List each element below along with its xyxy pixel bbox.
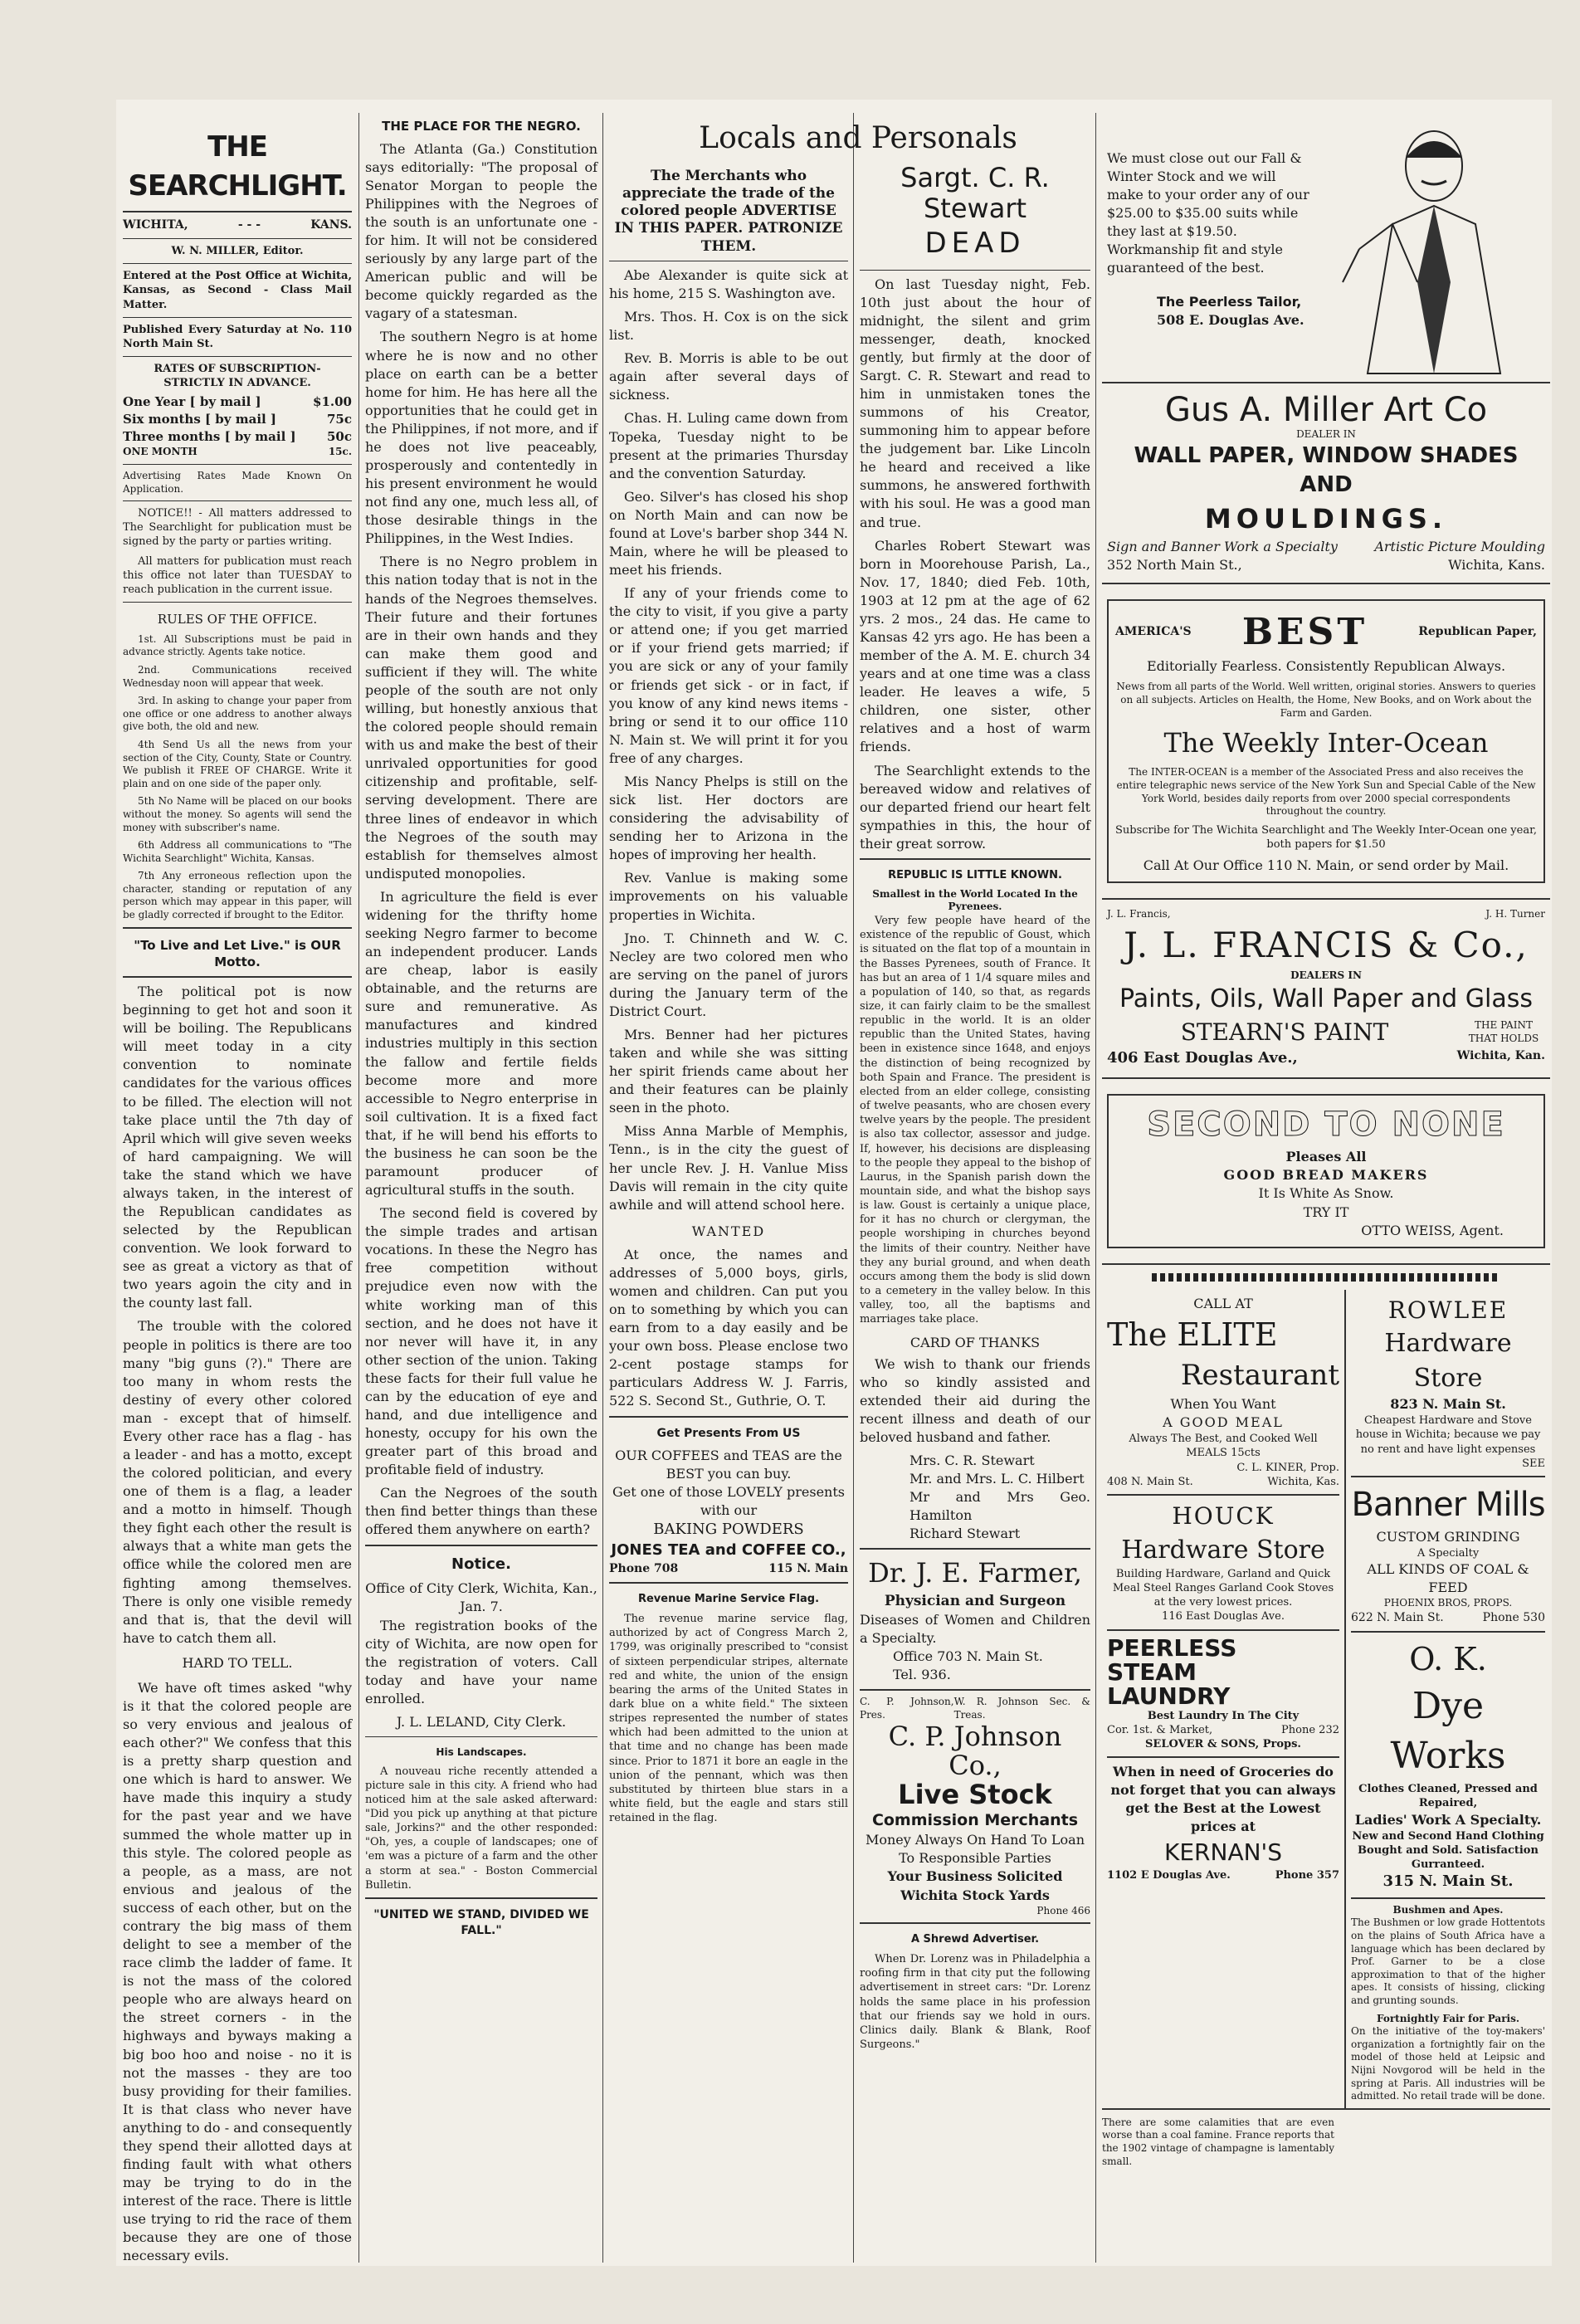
advertising-rates: Advertising Rates Made Known On Application. (123, 469, 352, 495)
thanks-signatures: Mrs. C. R. Stewart Mr. and Mrs. L. C. Hilbert Mr and Mrs Geo. Hamilton Richard Stewart (909, 1452, 1090, 1542)
jones-heading: Get Presents From US (656, 1426, 801, 1440)
rule-item: 4th Send Us all the news from your section of the City, County, State or Country. We publish it FREE OF CHARGE. Write it plain and on one side of the paper only. (123, 738, 352, 789)
local-item: Mrs. Benner had her pictures taken and while she was sitting her spirit friends came about her and their features can be plainly seen in the photo. (609, 1026, 848, 1116)
farmer-specialty: Diseases of Women and Children a Specialty. (860, 1612, 1090, 1647)
notice-signature: J. L. LELAND, City Clerk. (396, 1713, 567, 1730)
cp-loan: Money Always On Hand To Loan To Responsible Parties (865, 1832, 1085, 1867)
rule-item: 5th No Name will be placed on our books without the money. So agents will send the money with subscriber's name. (123, 795, 352, 833)
ornament-stripe (1152, 1273, 1500, 1282)
motto: "UNITED WE STAND, DIVIDED WE FALL." (373, 1907, 589, 1938)
local-item: Mis Nancy Phelps is still on the sick list. Her doctors are considering the advisability of sending her to Arizona in the hopes of improving her health. (609, 773, 848, 863)
article-heading: REPUBLIC IS LITTLE KNOWN. (888, 868, 1062, 881)
cp-heading: C. P. Johnson Co., (888, 1720, 1062, 1781)
miller-heading: Gus A. Miller Art Co (1164, 391, 1488, 429)
article-paragraph: The southern Negro is at home where he is now and no other place on earth can be a better home for him. He has here all the opportunities that he could get in the Philippines, if not more, and if he does not live peaceably, prosperously and contentedly in his present environment he would not find any one, much less all, of those desirable things in the Philippines, in the West Indies. (365, 329, 597, 547)
section-title: Locals and Personals (699, 121, 1017, 155)
rate-row: Three months [ by mail ] 50c (123, 428, 352, 444)
rule-item: 7th Any erroneous reflection upon the character, standing or reputation of any person which may appear in this paper, will be gladly corrected if brought to the Editor. (123, 870, 352, 921)
rules-list (123, 633, 352, 922)
merchants-notice: The Merchants who appreciate the trade of the colored people ADVERTISE IN THIS PAPER. PATRONIZE THEM. (614, 167, 843, 255)
column-5 (1102, 116, 1550, 2168)
rowlee-ad: ROWLEE Hardware Store 823 N. Main St. Cheapest Hardware and Stove house in Wichita; because we pay no rent and have light expenses SEE Banner Mills CUSTOM GRINDING A Specialty ALL KINDS OF COAL & FEED PHOENIX BROS, PROPS. 622 N. Main St. Phone 530 O. K. Dye Works Clothes Cleaned, Pressed and Repaired, Ladies' Work A Specialty. New and Second Hand Clothing Bought and Sold. Satisfaction Gurranteed. 315 N. Main St. Bushmen and Apes. The Bushmen or low grade Hottentots on the plains of South Africa have a language which has been declared by Prof. Garner to be a close approximation to that of the higher apes. It consists of hissing, clicking and grunting sounds. Fortnightly Fair for Paris. On the initiative of the toy-makers' organization a fortnightly fair on the model of those held at Leipsic and Nijni Novgorod will be held in the spring at Paris. All industries will be admitted. No retail trade will be done. (1351, 1296, 1546, 2102)
inter-ocean-call: Call At Our Office 110 N. Main, or send order by Mail. (1143, 857, 1509, 874)
newspaper-page (116, 100, 1552, 2266)
rate-row: Six months [ by mail ] 75c (123, 412, 352, 427)
cp-solicited: Your Business Solicited (887, 1868, 1063, 1885)
wanted-heading: WANTED (691, 1223, 766, 1239)
rule-item: 6th Address all communications to "The Wichita Searchlight" Wichita, Kansas. (123, 839, 352, 864)
cp-phone: Phone 466 (1036, 1904, 1090, 1916)
second-to-none-heading: SECOND TO NONE (1147, 1106, 1505, 1145)
article-heading: THE PLACE FOR THE NEGRO. (382, 119, 581, 134)
bushmen-article: The Bushmen or low grade Hottentots on the plains of South Africa have a language which has been declared by Prof. Garner to be a close approximation to that of the higher apes. It consists of hissing, clicking and grunting sounds. (1351, 1916, 1545, 2007)
elite-rowlee-row (1102, 1290, 1550, 2110)
rate-row: ONE MONTH 15c. (123, 446, 352, 458)
article-paragraph: The Searchlight extends to the bereaved widow and relatives of our departed friend our heart felt sympathies in this, the hour of their great sorrow. (860, 762, 1090, 852)
column-1 (123, 116, 352, 2270)
rates-heading: RATES OF SUBSCRIPTION- STRICTLY IN ADVANCE. (154, 363, 321, 390)
article-heading: A Shrewd Advertiser. (910, 1933, 1040, 1946)
tailor-address: 508 E. Douglas Ave. (1157, 311, 1304, 328)
article-heading: HARD TO TELL. (182, 1654, 293, 1671)
article-paragraph: There is no Negro problem in this nation today that is not in the hands of the Negroes themselves. Their future and their fortunes are in their own hands and they can make them good and sufficient if they will. The white people of the south are not only willing, but honestly anxious that the colored people should remain with us and make the best of their unrivaled opportunities for good citizenship and profitable, self-serving development. There are three lines of endeavor in which the Negroes of the south may establish for themselves almost undisputed monopolies. (365, 554, 597, 881)
local-item: Chas. H. Luling came down from Topeka, Tuesday night to be present at the primaries Thursday and the convention Saturday. (609, 410, 848, 481)
column-rule (602, 113, 603, 2263)
houck-heading: HOUCK (1172, 1501, 1275, 1530)
article-heading: Revenue Marine Service Flag. (637, 1593, 820, 1606)
jones-line: OUR COFFEES and TEAS are the BEST you can buy. (615, 1447, 842, 1482)
notice-body: The registration books of the city of Wichita, are now open for the registration of voters. Call today and have your name enrolled. (365, 1617, 597, 1706)
jones-baking: BAKING POWDERS (653, 1521, 804, 1539)
article-paragraph: The Atlanta (Ga.) Constitution says editorially: "The proposal of Senator Morgan to people the Philippines with the Negroes of the south is an unfortunate one - for him. It will not be considered seriously by any large part of the American public and will be become quickly regarded as the vagary of a statesman. (365, 140, 597, 322)
calamity-item: There are some calamities that are even worse than a coal famine. France reports that the 1902 vintage of champagne is lamentably small. (1102, 2116, 1334, 2167)
peerless-laundry-ad: PEERLESS STEAM LAUNDRY Best Laundry In The City Cor. 1st. & Market, Phone 232 SELOVER & SONS, Props. (1107, 1633, 1339, 1751)
article-paragraph: Very few people have heard of the existence of the republic of Goust, which is situated on the flat top of a mountain in the Basses Pyrenees, south of France. It has but an area of 1 1/4 square miles and a population of 140, so that, as regards size, it can fairly claim to be the smallest republic in the world. It is an older republic than the United States, having been in existence since 1648, and enjoys the distinction of being recognized by both Spain and France. The president is elected from an elder college, consisting of twelve peasants, who are chosen every twelve years by the people. The president is also tax collector, assessor and judge. If, however, his decisions are displeasing to the people they appeal to the bishop of Laurus, in the Spanish parish down the mountain side, and what the bishop says is law. Goust is certainly a unique place, for it has no church or clergyman, the people worshiping in churches beyond the limits of their country. Neither have they any burial ground, and when death occurs among them the body is slid down to a cemetery in the valley below. In this valley, too, all the baptisms and marriages take place. (860, 915, 1090, 1326)
article-paragraph: The trouble with the colored people in politics is there are too many "big guns (?)." There are too many in whom rests the destiny of every other colored man - except that of himself. Every other race has a flag - has a leader - and has a motto, except the colored politician, and every one of them is a flag, a leader and a motto in himself. Though they fight each other the result is always that a white man gets the office while the colored men are fighting among themselves. There is only one visible remedy and that is, that the devil will have to catch them all. (123, 1318, 352, 1646)
local-item: Jno. T. Chinneth and W. C. Necley are two colored men who are serving on the panel of jurors during the January term of the District Court. (609, 930, 848, 1019)
thanks-heading: CARD OF THANKS (909, 1334, 1041, 1350)
cp-yards: Wichita Stock Yards (900, 1887, 1050, 1903)
elite-ad: CALL AT The ELITE Restaurant When You Want A GOOD MEAL Always The Best, and Cooked Well MEALS 15cts C. L. KINER, Prop. 408 N. Main St. Wichita, Kas. HOUCK Hardware Store Building Hardware, Garland and Quick Meal Steel Ranges Garland Cook Stoves at the very lowest prices. 116 East Douglas Ave. PEERLESS STEAM LAUNDRY Best Laundry In The City Cor. 1st. & Market, Phone 232 SELOVER & SONS, Props. When in need of Groceries do not forget that you can always get the Best at the Lowest prices at KERNAN'S 1102 E Douglas Ave. Phone 357 (1102, 1290, 1346, 2108)
fair-article: On the initiative of the toy-makers' organization a fortnightly fair on the model of those held at Leipsic and Nijni Novgorod will be held in the spring at Paris. All industries will be admitted. No retail trade will be done. (1351, 2025, 1546, 2102)
tailor-offer: We must close out our Fall & Winter Stock and we will make to your order any of our $25.00 to $35.00 suits while they last at $19.50. Workmanship fit and style guaranteed of the best. (1107, 150, 1309, 276)
inter-ocean-ad (1102, 584, 1550, 901)
rates-table (123, 393, 352, 459)
miller-mouldings: MOULDINGS. (1204, 503, 1448, 535)
cp-commission: Commission Merchants (871, 1811, 1079, 1830)
article-heading: His Landscapes. (436, 1746, 527, 1758)
article-paragraph: The revenue marine service flag, authorized by act of Congress March 2, 1799, was originally prescribed to "consist of sixteen perpendicular stripes, alternate red and white, the union of the ensign bearing the arms of the United States in dark blue on a white field." The sixteen stripes represented the number of states which had been admitted to the union at that time and no change has been made since. Prior to 1871 it bore an eagle in the union of the pennant, which was then substituted by thirteen blue stars in a white field, but the eagle and stars still retained in the flag. (609, 1613, 848, 1825)
tailor-name: The Peerless Tailor, (1157, 293, 1302, 310)
local-item: Rev. B. Morris is able to be out again after several days of sickness. (609, 350, 848, 403)
inter-ocean-title: The Weekly Inter-Ocean (1163, 727, 1489, 759)
kernan-ad: When in need of Groceries do not forget that you can always get the Best at the Lowest prices at (1110, 1764, 1336, 1835)
article-paragraph: When Dr. Lorenz was in Philadelphia a roofing firm in that city put the following advertisement in street cars: "Dr. Lorenz holds the same place in his profession that our friends say we hold in ours. Clinics daily. Blank & Blank, Roof Surgeons." (860, 1953, 1090, 2052)
column-4 (860, 116, 1090, 2057)
rule-item: 2nd. Communications received Wednesday noon will appear that week. (123, 663, 352, 689)
local-item: Miss Anna Marble of Memphis, Tenn., is in the city the guest of her uncle Rev. J. H. Vanlue Miss Davis will remain in the city quite awhile and will attend school here. (609, 1123, 848, 1213)
cp-officers: C. P. Johnson, Pres. W. R. Johnson Sec. & Treas. (860, 1696, 1090, 1721)
column-rule (853, 113, 854, 2263)
notice-heading: Notice. (451, 1555, 511, 1573)
motto: "To Live and Let Live." is OUR Motto. (134, 937, 341, 970)
obituary-heading: Sargt. C. R. Stewart (900, 162, 1050, 224)
inter-ocean-box: AMERICA'S BEST Republican Paper, Editorially Fearless. Consistently Republican Always. News from all parts of the World. Well written, original stories. Answers to queries on all subjects. Articles on Health, the Home, New Books, and on Work about the Farm and Garden. The Weekly Inter-Ocean The INTER-OCEAN is a member of the Associated Press and also receives the entire telegraphic news service of the New York Sun and Special Cable of the New York World, besides daily reports from over 2000 special correspondents throughout the country. Subscribe for The Wichita Searchlight and The Weekly Inter-Ocean one year, both papers for $1.50 Call At Our Office 110 N. Main, or send order by Mail. (1107, 599, 1545, 884)
article-paragraph: On last Tuesday night, Feb. 10th just about the hour of midnight, the silent and grim messenger, death, knocked gently, but firmly at the door of Sargt. C. R. Stewart and read to him in unmistaken tones the summons of his Creator, summoning him to appear before the judgement bar. Like Lincoln he heard and received a like summons, he answered forthwith with his soul. He was a good man and true. (860, 276, 1090, 530)
jones-company: JONES TEA and COFFEE CO., (611, 1540, 846, 1559)
notice-office: Office of City Clerk, Wichita, Kan., Jan. 7. (365, 1580, 597, 1615)
local-item: Rev. Vanlue is making some improvements on his valuable properties in Wichita. (609, 870, 848, 923)
notice-tuesday: All matters for publication must reach this office not later than TUESDAY to reach publication in the current issue. (123, 554, 352, 596)
article-paragraph: The political pot is now beginning to get hot and soon it will be boiling. The Republicans will meet today in a city convention to nominate candidates for the various offices to be filled. The election will not take place until the 7th day of April which will give seven weeks of hard campaigning. We will take the stand which we have always taken, in the interest of the Republican candidates as selected by the Republican convention. We look forward to see as great a victory as that of two years agoin the city and in the county last fall. (123, 984, 352, 1311)
article-paragraph: Can the Negroes of the south then find better things than these offered them anywhere on earth? (365, 1485, 597, 1538)
cp-livestock: Live Stock (898, 1778, 1052, 1810)
farmer-heading: Dr. J. E. Farmer, (868, 1557, 1082, 1589)
local-item: If any of your friends come to the city to visit, if you give a party or attend one; if you get married or if your friend gets married; if you are sick or any of your family or friends get sick - or in fact, if you know of any kind news items - bring or send it to our office 110 N. Main st. We will print it for you free of any charges. (609, 585, 848, 766)
rules-heading: RULES OF THE OFFICE. (157, 612, 318, 627)
editor-line: W. N. MILLER, Editor. (171, 245, 304, 258)
article-paragraph: We have oft times asked "why is it that the colored people are so very envious and jealous of each other?" We confess that this is a pretty sharp question and one which is hard to answer. We have made this inquiry a study for the past year and we have summed the whole matter up in this style. The colored people as a people, as a mass, are not envious and jealous of the success of each other, but on the contrary the big mass of them delight to see a member of the race climb the ladder of fame. It is not the mass of the colored people who are always heard on the street corners - in the highways and byways making a big boo hoo and noise - no it is not the masses - they are too busy providing for their families. It is that class who never have anything to do - and consequently they spend their allotted days at finding fault with what others may be trying to do in the interest of the race. There is little use trying to rid the race of them because they are one of those necessary evils. (123, 1679, 352, 2264)
rate-row: One Year [ by mail ] $1.00 (123, 394, 352, 410)
published-line: Published Every Saturday at No. 110 North Main St. (123, 323, 352, 350)
local-item: Mrs. Thos. H. Cox is on the sick list. (609, 309, 848, 344)
jones-contact: Phone 708 115 N. Main (609, 1561, 848, 1575)
banner-mills-heading: Banner Mills (1351, 1485, 1545, 1524)
thanks-body: We wish to thank our friends who so kindly assisted and extended their aid during the recent illness and death of our beloved husband and father. (860, 1355, 1090, 1445)
article-paragraph: In agriculture the field is ever widening for the thrifty home seeking Negro farmer to become an independent producer. Lands are cheap, labor is easily obtainable, and the returns are sure and remunerative. As manufactures and kindred industries multiply in this section the fallow and fertile fields become more and more accessible to Negro enterprise in soil cultivation. It is a fixed fact that, if he will bend his efforts to the business he can soon be the paramount producer of agricultural stuffs in the south. (365, 888, 597, 1199)
tailor-ad (1102, 116, 1550, 383)
obituary-dead: DEAD (924, 226, 1026, 260)
local-item: Geo. Silver's has closed his shop on North Main and can now be found at Love's barber shop 344 N. Main, where he will be pleased to meet his friends. (609, 488, 848, 579)
rule-item: 3rd. In asking to change your paper from one office or one address to another always give both, the old and new. (123, 695, 352, 733)
notice-signed: NOTICE!! - All matters addressed to The Searchlight for publication must be signed by the party or parties writing. (123, 507, 352, 549)
miller-wallpaper: WALL PAPER, WINDOW SHADES AND (1134, 442, 1519, 498)
miller-ad: Gus A. Miller Art Co DEALER IN WALL PAPER, WINDOW SHADES AND MOULDINGS. Sign and Banner Work a Specialty Artistic Picture Moulding 352 North Main St., Wichita, Kans. (1102, 383, 1550, 584)
article-paragraph: Charles Robert Stewart was born in Moorehouse Parish, La., Nov. 17, 1840; died Feb. 10th, 1903 at 12 pm at the age of 62 yrs. 2 mos., 24 das. He came to Kansas 42 yrs ago. He has been a member of the A. M. E. church 34 years and at one time was a class leader. He leaves a wife, 5 children, one sister, other relatives and a host of warm friends. (860, 537, 1090, 755)
wanted-body: At once, the names and addresses of 5,000 boys, girls, women and children. Can put you on to something by which you can earn from to a day easily and be your own boss. Please enclose two 2-cent postage stamps for particulars Address W. J. Farris, 522 S. Second St., Guthrie, O. T. (609, 1246, 848, 1409)
farmer-office: Office 703 N. Main St. (893, 1648, 1043, 1665)
francis-heading: J. L. FRANCIS & Co., (1124, 924, 1529, 965)
column-rule (1095, 113, 1096, 2263)
gentleman-illustration (1318, 116, 1534, 382)
column-rule (358, 113, 359, 2263)
article-paragraph: A nouveau riche recently attended a picture sale in this city. A friend who had noticed him at the sale asked afterward: "Did you pick up anything at that picture sale, Jorkins?" and the other responded: "Oh, yes, a couple of landscapes; one of 'em was a picture of a farm and the other a storm at sea." - Boston Commercial Bulletin. (365, 1765, 597, 1892)
entered-notice: Entered at the Post Office at Wichita, Kansas, as Second - Class Mail Matter. (123, 270, 352, 311)
farmer-title: Physician and Surgeon (884, 1592, 1066, 1609)
rule-item: 1st. All Subscriptions must be paid in advance strictly. Agents take notice. (123, 632, 352, 658)
farmer-tel: Tel. 936. (893, 1667, 951, 1683)
francis-ad: J. L. Francis, J. H. Turner J. L. FRANCIS & Co., DEALERS IN Paints, Oils, Wall Paper and Glass STEARN'S PAINT THE PAINT THAT HOLDS 406 East Douglas Ave., Wichita, Kan. (1102, 900, 1550, 1079)
masthead-title: THE SEARCHLIGHT. (128, 130, 347, 203)
article-subheading: Smallest in the World Located In the Pyrenees. (872, 887, 1078, 913)
article-paragraph: The second field is covered by the simple trades and artisan vocations. In these the Negro has free competition without prejudice even now with the white working man of this section, and he does not have it nor never will have it, in any other section of the union. Taking these facts for their full value he can by the education of eye and hand, and due intelligence and honesty, occupy for his own the greater part of this broad and profitable field of industry. (365, 1205, 597, 1478)
dateline: WICHITA, - - - KANS. (123, 217, 352, 232)
second-to-none-ad: SECOND TO NONE Pleases All GOOD BREAD MAKERS It Is White As Snow. TRY IT OTTO WEISS, Agent. (1102, 1079, 1550, 1265)
column-2 (365, 116, 597, 1945)
ok-dye-heading: O. K. (1409, 1641, 1487, 1678)
local-item: Abe Alexander is quite sick at his home, 215 S. Washington ave. (609, 266, 848, 301)
jones-line: Get one of those LOVELY presents with our (612, 1484, 845, 1519)
